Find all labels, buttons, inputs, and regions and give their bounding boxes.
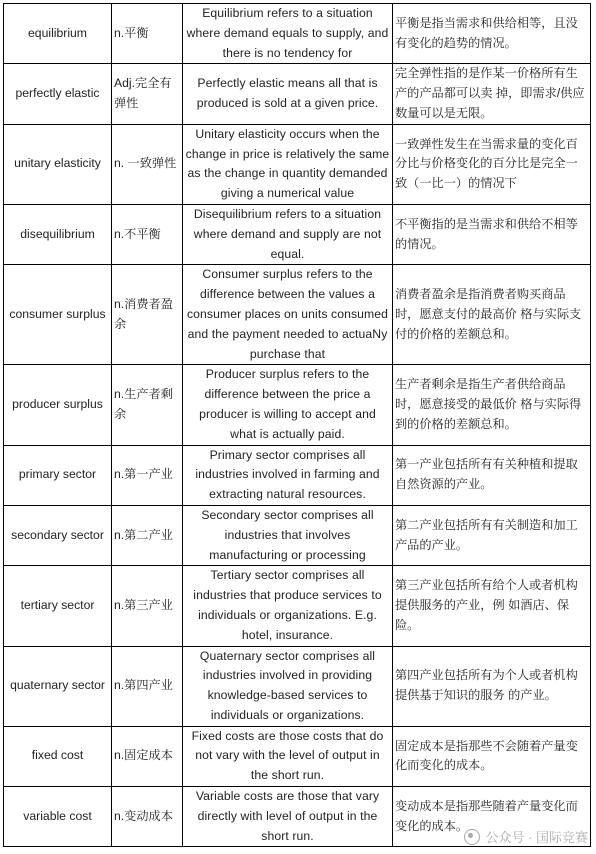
part-of-speech-cell: Adj.完全有弹性: [112, 64, 183, 124]
term-cell: consumer surplus: [4, 265, 112, 365]
term-cell: unitary elasticity: [4, 124, 112, 204]
chinese-definition-cell: 一致弹性发生在当需求量的变化百分比与价格变化的百分比是完全一致（一比一）的情况下: [393, 124, 591, 204]
english-definition-cell: Consumer surplus refers to the difference between the values a consumer places on units consumed and the payment needed to actuaNy purchase that: [183, 265, 393, 365]
chinese-definition-cell: 变动成本是指那些随着产量变化而变化的成本。: [393, 787, 591, 847]
term-cell: producer surplus: [4, 365, 112, 445]
term-cell: perfectly elastic: [4, 64, 112, 124]
chinese-definition-cell: 生产者剩余是指生产者供给商品时，愿意接受的最低价 格与实际得到的价格的差额总和。: [393, 365, 591, 445]
chinese-definition-cell: 固定成本是指那些不会随着产量变化而变化的成本。: [393, 726, 591, 786]
table-row: [4, 124, 591, 204]
english-definition-cell: Disequilibrium refers to a situation where demand and supply are not equal.: [183, 204, 393, 264]
part-of-speech-cell: n.不平衡: [112, 204, 183, 264]
term-cell: equilibrium: [4, 4, 112, 64]
part-of-speech-cell: n.固定成本: [112, 726, 183, 786]
part-of-speech-cell: n.第四产业: [112, 646, 183, 726]
chinese-definition-cell: 完全弹性指的是作某一价格所有生产的产品都可以卖 掉，即需求/供应数量可以是无限。: [393, 64, 591, 124]
chinese-definition-cell: 平衡是指当需求和供给相等，且没有变化的趋势的情况。: [393, 4, 591, 64]
chinese-definition-cell: 第一产业包括所有有关种植和提取自然资源的产业。: [393, 445, 591, 505]
english-definition-cell: Perfectly elastic means all that is produced is sold at a given price.: [183, 64, 393, 124]
table-row: [4, 265, 591, 365]
part-of-speech-cell: n. 一致弹性: [112, 124, 183, 204]
table-row: [4, 726, 591, 786]
table-row: [4, 445, 591, 505]
english-definition-cell: Quaternary sector comprises all industries involved in providing knowledge-based services to individuals or organizations.: [183, 646, 393, 726]
part-of-speech-cell: n.消费者盈余: [112, 265, 183, 365]
chinese-definition-cell: 消费者盈余是指消费者购买商品时，愿意支付的最高价 格与实际支付的价格的差额总和。: [393, 265, 591, 365]
table-row: [4, 566, 591, 646]
glossary-sheet: [3, 3, 591, 847]
chinese-definition-cell: 第二产业包括所有有关制造和加工产品的产业。: [393, 505, 591, 565]
chinese-definition-cell: 不平衡指的是当需求和供给不相等的情况。: [393, 204, 591, 264]
glossary-table: [3, 3, 591, 847]
chinese-definition-cell: 第四产业包括所有为个人或者机构提供基于知识的服务 的产业。: [393, 646, 591, 726]
part-of-speech-cell: n.第二产业: [112, 505, 183, 565]
chinese-definition-cell: 第三产业包括所有给个人或者机构提供服务的产业，例 如酒店、保险。: [393, 566, 591, 646]
table-row: [4, 4, 591, 64]
term-cell: fixed cost: [4, 726, 112, 786]
part-of-speech-cell: n.生产者剩余: [112, 365, 183, 445]
term-cell: secondary sector: [4, 505, 112, 565]
part-of-speech-cell: n.第三产业: [112, 566, 183, 646]
part-of-speech-cell: n.平衡: [112, 4, 183, 64]
english-definition-cell: Variable costs are those that vary directly with level of output in the short run.: [183, 787, 393, 847]
term-cell: tertiary sector: [4, 566, 112, 646]
term-cell: primary sector: [4, 445, 112, 505]
english-definition-cell: Equilibrium refers to a situation where demand equals to supply, and there is no tendency for: [183, 4, 393, 64]
table-row: [4, 365, 591, 445]
watermark-text: 公众号 · 国际竞赛: [485, 830, 588, 845]
wechat-icon: [464, 829, 480, 845]
part-of-speech-cell: n.第一产业: [112, 445, 183, 505]
table-row: [4, 646, 591, 726]
part-of-speech-cell: n.变动成本: [112, 787, 183, 847]
english-definition-cell: Fixed costs are those costs that do not vary with the level of output in the short run.: [183, 726, 393, 786]
table-row: [4, 64, 591, 124]
english-definition-cell: Unitary elasticity occurs when the change in price is relatively the same as the change in quantity demanded giving a numerical value: [183, 124, 393, 204]
english-definition-cell: Tertiary sector comprises all industries that produce services to individuals or organizations. E.g. hotel, insurance.: [183, 566, 393, 646]
english-definition-cell: Producer surplus refers to the difference between the price a producer is willing to accept and what is actually paid.: [183, 365, 393, 445]
english-definition-cell: Primary sector comprises all industries involved in farming and extracting natural resources.: [183, 445, 393, 505]
table-row: [4, 204, 591, 264]
english-definition-cell: Secondary sector comprises all industries that involves manufacturing or processing: [183, 505, 393, 565]
watermark: [464, 827, 588, 846]
term-cell: disequilibrium: [4, 204, 112, 264]
term-cell: variable cost: [4, 787, 112, 847]
term-cell: quaternary sector: [4, 646, 112, 726]
table-row: [4, 505, 591, 565]
